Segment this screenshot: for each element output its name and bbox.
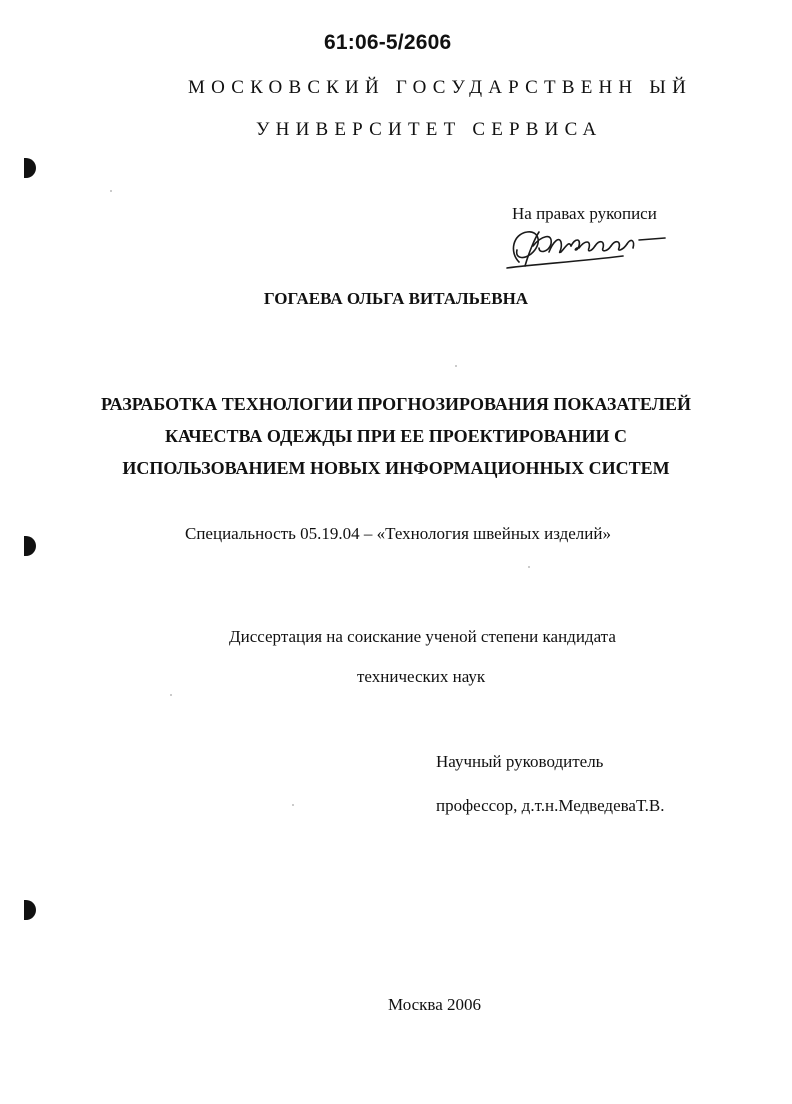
institution-line-2: УНИВЕРСИТЕТ СЕРВИСА (256, 119, 603, 140)
place-and-year: Москва 2006 (388, 995, 482, 1014)
scan-speck (455, 365, 457, 367)
manuscript-rights-note: На правах рукописи (512, 204, 657, 223)
scan-speck (170, 694, 172, 696)
supervisor-name: профессор, д.т.н.МедведеваТ.В. (436, 796, 665, 815)
catalog-number: 61:06-5/2606 (324, 31, 452, 54)
handwritten-signature-icon (505, 222, 675, 272)
scan-speck (292, 804, 294, 806)
degree-line-2: технических наук (357, 667, 486, 686)
specialty-line: Специальность 05.19.04 – «Технология швейных изделий» (185, 524, 611, 543)
institution-line-1: МОСКОВСКИЙ ГОСУДАРСТВЕНН ЫЙ (188, 77, 692, 98)
author-name: ГОГАЕВА ОЛЬГА ВИТАЛЬЕВНА (263, 289, 529, 308)
dissertation-title-line-3: ИСПОЛЬЗОВАНИЕМ НОВЫХ ИНФОРМАЦИОННЫХ СИСТЕМ (122, 458, 670, 478)
binder-hole-mark-top (24, 158, 36, 178)
scan-speck (528, 566, 530, 568)
binder-hole-mark-bottom (24, 900, 36, 920)
scan-speck (110, 190, 112, 192)
degree-line-1: Диссертация на соискание ученой степени кандидата (229, 627, 616, 646)
supervisor-label: Научный руководитель (436, 752, 604, 771)
dissertation-title-line-1: РАЗРАБОТКА ТЕХНОЛОГИИ ПРОГНОЗИРОВАНИЯ ПОКАЗАТЕЛЕЙ (100, 394, 692, 414)
binder-hole-mark-middle (24, 536, 36, 556)
dissertation-title-line-2: КАЧЕСТВА ОДЕЖДЫ ПРИ ЕЕ ПРОЕКТИРОВАНИИ С (165, 426, 627, 446)
